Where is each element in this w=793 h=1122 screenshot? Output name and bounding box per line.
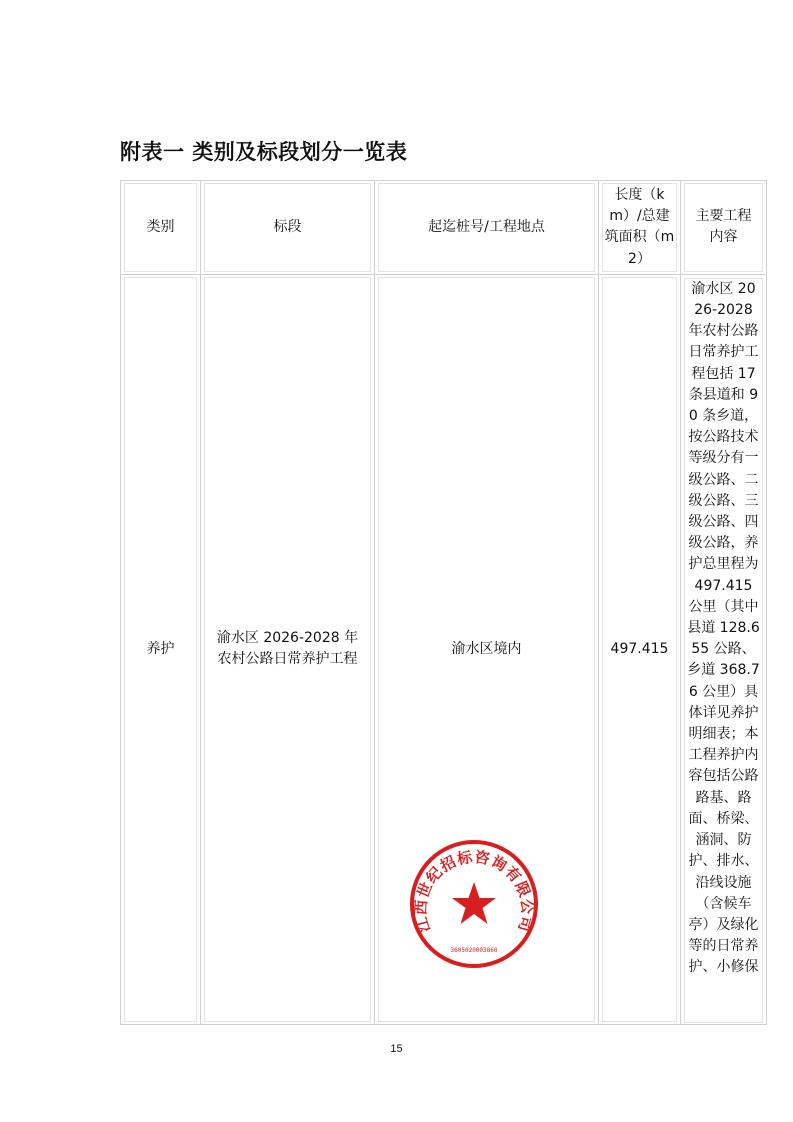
table-header-row xyxy=(121,181,767,275)
seal-text: 江西世纪招标咨询有限公司 xyxy=(411,847,537,935)
row-length: 497.415 xyxy=(610,641,669,658)
row-content-cell xyxy=(681,274,767,1024)
header-category: 类别 xyxy=(146,219,175,236)
seal-code: 3605020003860 xyxy=(450,947,498,954)
row-length-cell xyxy=(599,274,681,1024)
header-location-cell xyxy=(375,181,599,275)
header-content-cell xyxy=(681,181,767,275)
row-category: 养护 xyxy=(146,641,175,658)
row-section-cell xyxy=(201,274,375,1024)
page-number: 15 xyxy=(390,1043,403,1055)
header-section: 标段 xyxy=(273,219,302,236)
company-seal xyxy=(408,838,540,970)
header-length: 长度（km）/总建筑面积（m2） xyxy=(604,187,675,267)
row-content: 渝水区 2026-2028 年农村公路日常养护工程包括 17 条县道和 90 条乡道，按公路技术等级分有一级公路、二级公路、三级公路、四级公路，养护总里程为 497.415 公里（其中县道 128.655 公路、乡道 368.76 公里）具体详见养护明细表；本工程养护内容包括公路路基、路面、桥梁、涵洞、防护、排水、沿线设施（含候车亭）及绿化等的日常养护、小修保 xyxy=(687,280,760,976)
row-location: 渝水区境内 xyxy=(451,641,522,658)
row-section: 渝水区 2026-2028 年农村公路日常养护工程 xyxy=(216,630,359,668)
seal-star-icon xyxy=(452,882,496,924)
header-content: 主要工程内容 xyxy=(695,208,752,246)
header-length-cell xyxy=(599,181,681,275)
row-category-cell xyxy=(121,274,201,1024)
header-category-cell xyxy=(121,181,201,275)
header-section-cell xyxy=(201,181,375,275)
header-location: 起迄桩号/工程地点 xyxy=(428,219,545,236)
page-title: 附表一 类别及标段划分一览表 xyxy=(120,140,408,164)
